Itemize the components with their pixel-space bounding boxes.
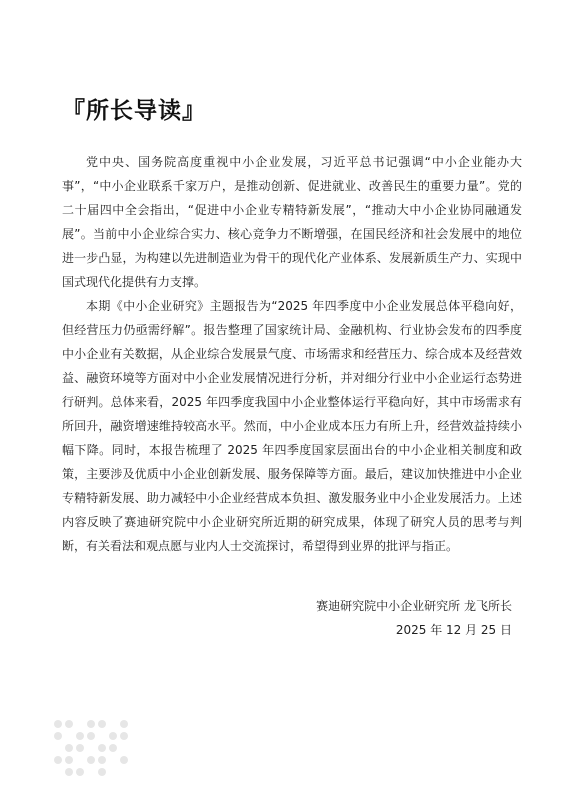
decorative-dot [109,744,117,752]
decorative-dot [76,732,84,740]
signature-author: 赛迪研究院中小企业研究所 龙飞所长 [316,599,512,613]
decorative-dot [65,744,73,752]
decorative-dot [54,756,62,764]
decorative-dot [98,744,106,752]
paragraph-report-summary: 本期《中小企业研究》主题报告为“2025 年四季度中小企业发展总体平稳向好，但经营压力仍亟需纾解”。报告整理了国家统计局、金融机构、行业协会发布的四季度中小企业有关数据，从企业综合发展景气度、市场需求和经营压力、综合成本及经营效益、融资环境等方面对中小企业发展情况进行分析，并对细分行业中小企业运行态势进行研判。总体来看，2025 年四季度我国中小企业整体运行平稳向好，其中市场需求有所回升，融资增速维持较高水平。然而，中小企业成本压力有所上升，经营效益持续小幅下降。同时，本报告梳理了 2025 年四季度国家层面出台的中小企业相关制度和政策，主要涉及优质中小企业创新发展、服务保障等方面。最后，建议加快推进中小企业专精特新发展、助力减轻中小企业经营成本负担、激发服务业中小企业发展活力。上述内容反映了赛迪研究院中小企业研究所近期的研究成果，体现了研究人员的思考与判断，有关看法和观点愿与业内人士交流探讨，希望得到业界的批评与指正。 [62,299,522,553]
decorative-dot [87,720,95,728]
decorative-dot [98,720,106,728]
decorative-dot [98,756,106,764]
article-body [62,150,522,558]
decorative-dot [87,756,95,764]
decorative-dot [65,756,73,764]
decorative-dot [120,720,128,728]
decorative-dot [76,768,84,776]
decorative-dot [109,732,117,740]
paragraph-intro: 党中央、国务院高度重视中小企业发展，习近平总书记强调“中小企业能办大事”，“中小企业联系千家万户，是推动创新、促进就业、改善民生的重要力量”。党的二十届四中全会指出，“促进中小企业专精特新发展”，“推动大中小企业协同融通发展”。当前中小企业综合实力、核心竞争力不断增强，在国民经济和社会发展中的地位进一步凸显，为构建以先进制造业为骨干的现代化产业体系、发展新质生产力、实现中国式现代化提供有力支撑。 [62,155,522,289]
page-title: 『所长导读』 [62,98,206,124]
dot-grid-logo-icon [52,718,132,782]
decorative-dot [120,732,128,740]
decorative-dot [54,732,62,740]
signature-date: 2025 年 12 月 25 日 [395,623,512,637]
decorative-dot [120,756,128,764]
decorative-dot [65,720,73,728]
decorative-dot [87,732,95,740]
decorative-dot [65,768,73,776]
decorative-dot [98,768,106,776]
decorative-dot [76,744,84,752]
decorative-dot [54,720,62,728]
